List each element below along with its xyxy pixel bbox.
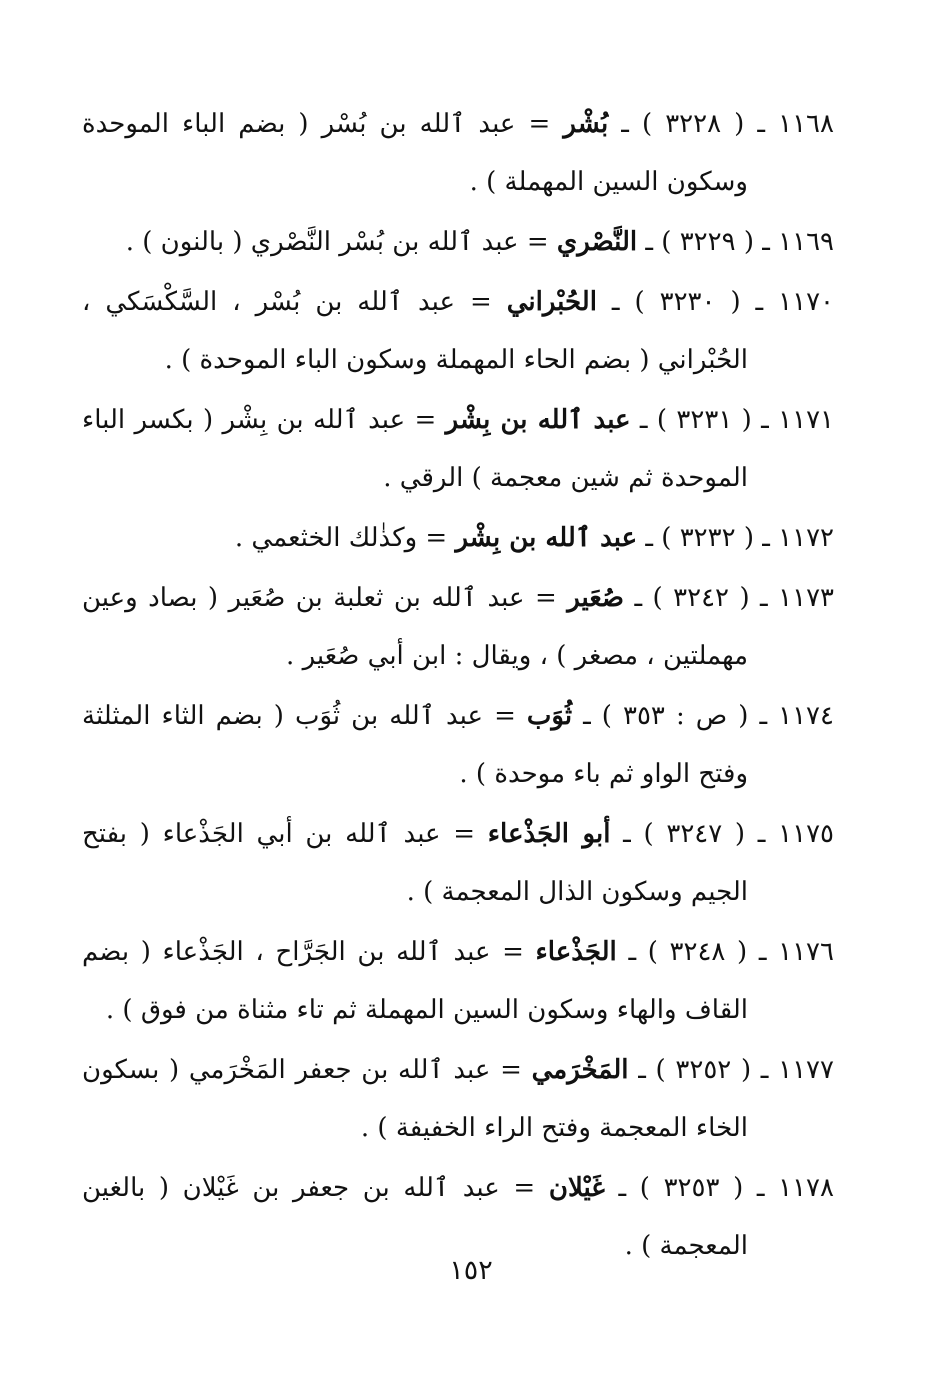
- entry-continuation: المعجمة ) .: [624, 1231, 748, 1261]
- entry-headword: المَخْرَمي: [531, 1055, 629, 1085]
- entry-1174: ١١٧٤ ـ ( ص : ٣٥٣ ) ـ ثُوَب = عبد ٱلله بن ثُوَب ( بضم الثاء المثلثة وفتح الواو ثم باء موحدة ) .: [82, 687, 834, 803]
- entry-continuation: وفتح الواو ثم باء موحدة ) .: [459, 759, 748, 789]
- entry-headword: الحُبْراني: [506, 287, 597, 317]
- entry-reference: ( ٣٢٤٢ ): [652, 583, 750, 613]
- entry-text: = وكذٰلك الخثعمي .: [234, 523, 448, 553]
- entry-1172: ١١٧٢ ـ ( ٣٢٣٢ ) ـ عبد ٱلله بن بِشْر = وكذٰلك الخثعمي .: [234, 523, 834, 553]
- entries-list: [82, 95, 834, 1277]
- entry-number: ١١٧١: [778, 405, 834, 435]
- entry-reference: ( ٣٢٤٧ ): [643, 819, 746, 849]
- entry-text: = عبد ٱلله بن ثعلبة بن صُعَير ( بصاد وعين: [82, 583, 557, 613]
- entry-number: ١١٧٤: [778, 701, 834, 731]
- entry-continuation: مهملتين ، مصغر ) ، ويقال : ابن أبي صُعَير .: [286, 641, 748, 671]
- entry-headword: الجَذْعاء: [535, 937, 617, 967]
- entry-reference: ( ٣٢٣٠ ): [634, 287, 741, 317]
- entry-continuation: الخاء المعجمة وفتح الراء الخفيفة ) .: [360, 1113, 748, 1143]
- entry-continuation: الجيم وسكون الذال المعجمة ) .: [406, 877, 748, 907]
- entry-number: ١١٧٣: [778, 583, 834, 613]
- entry-number: ١١٧٥: [778, 819, 834, 849]
- entry-number: ١١٧٢: [778, 523, 834, 553]
- entry-text: = عبد ٱلله بن بُسْر النَّصْري ( بالنون ) .: [125, 227, 549, 257]
- entry-reference: ( ٣٢٥٢ ): [655, 1055, 752, 1085]
- entry-headword: بُشْر: [563, 109, 609, 139]
- entry-headword: عبد ٱلله بن بِشْر: [455, 523, 638, 553]
- entry-continuation: الحُبْراني ( بضم الحاء المهملة وسكون الباء الموحدة ) .: [164, 345, 748, 375]
- entry-reference: ( ٣٢٢٩ ): [661, 227, 754, 257]
- entry-text: = عبد ٱلله بن أبي الجَذْعاء ( بفتح: [82, 819, 476, 849]
- entry-continuation: الموحدة ثم شين معجمة ) الرقي .: [383, 463, 748, 493]
- entry-1169: ١١٦٩ ـ ( ٣٢٢٩ ) ـ النَّصْري = عبد ٱلله بن بُسْر النَّصْري ( بالنون ) .: [125, 227, 834, 257]
- entry-reference: ( ٣٢٤٨ ): [647, 937, 748, 967]
- entry-number: ١١٧٦: [778, 937, 834, 967]
- entry-text: = عبد ٱلله بن بُسْر ، السَّكْسَكي ،: [82, 287, 492, 317]
- entry-continuation: وسكون السين المهملة ) .: [469, 167, 748, 197]
- entry-number: ١١٧٠: [778, 287, 834, 317]
- entry-reference: ( ص : ٣٥٣ ): [601, 701, 749, 731]
- entry-text: = عبد ٱلله بن جعفر بن غَيْلان ( بالغين: [82, 1173, 536, 1203]
- entry-headword: صُعَير: [567, 583, 624, 613]
- entry-number: ١١٦٨: [778, 109, 834, 139]
- entry-1176: ١١٧٦ ـ ( ٣٢٤٨ ) ـ الجَذْعاء = عبد ٱلله بن الجَرَّاح ، الجَذْعاء ( بضم القاف والهاء وسكون السين المهملة ثم تاء مثناة من فوق ) .: [82, 923, 834, 1039]
- entry-reference: ( ٣٢٣٢ ): [661, 523, 754, 553]
- entry-1178: ١١٧٨ ـ ( ٣٢٥٣ ) ـ غَيْلان = عبد ٱلله بن جعفر بن غَيْلان ( بالغين المعجمة ) .: [82, 1159, 834, 1275]
- entry-1175: ١١٧٥ ـ ( ٣٢٤٧ ) ـ أبو الجَذْعاء = عبد ٱلله بن أبي الجَذْعاء ( بفتح الجيم وسكون الذال المعجمة ) .: [82, 805, 834, 921]
- entry-1170: ١١٧٠ ـ ( ٣٢٣٠ ) ـ الحُبْراني = عبد ٱلله بن بُسْر ، السَّكْسَكي ، الحُبْراني ( بضم الحاء المهملة وسكون الباء الموحدة ) .: [82, 273, 834, 389]
- entry-text: = عبد ٱلله بن بُسْر ( بضم الباء الموحدة: [82, 109, 551, 139]
- entry-reference: ( ٣٢٥٣ ): [639, 1173, 744, 1203]
- entry-text: = عبد ٱلله بن بِشْر ( بكسر الباء: [82, 405, 437, 435]
- entry-number: ١١٧٨: [778, 1173, 834, 1203]
- entry-headword: ثُوَب: [526, 701, 573, 731]
- entry-text: = عبد ٱلله بن الجَرَّاح ، الجَذْعاء ( بضم: [82, 937, 524, 967]
- entry-text: = عبد ٱلله بن ثُوَب ( بضم الثاء المثلثة: [82, 701, 516, 731]
- entry-1171: ١١٧١ ـ ( ٣٢٣١ ) ـ عبد ٱلله بن بِشْر = عبد ٱلله بن بِشْر ( بكسر الباء الموحدة ثم شين معجمة ) الرقي .: [82, 391, 834, 507]
- entry-text: = عبد ٱلله بن جعفر المَخْرَمي ( بسكون: [82, 1055, 522, 1085]
- entry-reference: ( ٣٢٣١ ): [656, 405, 752, 435]
- entry-1173: ١١٧٣ ـ ( ٣٢٤٢ ) ـ صُعَير = عبد ٱلله بن ثعلبة بن صُعَير ( بصاد وعين مهملتين ، مصغر ) ، ويقال : ابن أبي صُعَير .: [82, 569, 834, 685]
- entry-number: ١١٦٩: [778, 227, 834, 257]
- entry-number: ١١٧٧: [778, 1055, 834, 1085]
- entry-headword: أبو الجَذْعاء: [487, 819, 611, 849]
- entry-continuation: القاف والهاء وسكون السين المهملة ثم تاء مثناة من فوق ) .: [105, 995, 748, 1025]
- entry-headword: عبد ٱلله بن بِشْر: [445, 405, 631, 435]
- page-number: ١٥٢: [449, 1255, 493, 1286]
- entry-headword: غَيْلان: [548, 1173, 605, 1203]
- entry-1168: ١١٦٨ ـ ( ٣٢٢٨ ) ـ بُشْر = عبد ٱلله بن بُسْر ( بضم الباء الموحدة وسكون السين المهملة ) .: [82, 95, 834, 211]
- entry-1177: ١١٧٧ ـ ( ٣٢٥٢ ) ـ المَخْرَمي = عبد ٱلله بن جعفر المَخْرَمي ( بسكون الخاء المعجمة وفتح الراء الخفيفة ) .: [82, 1041, 834, 1157]
- entry-reference: ( ٣٢٢٨ ): [641, 109, 745, 139]
- entry-headword: النَّصْري: [556, 227, 638, 257]
